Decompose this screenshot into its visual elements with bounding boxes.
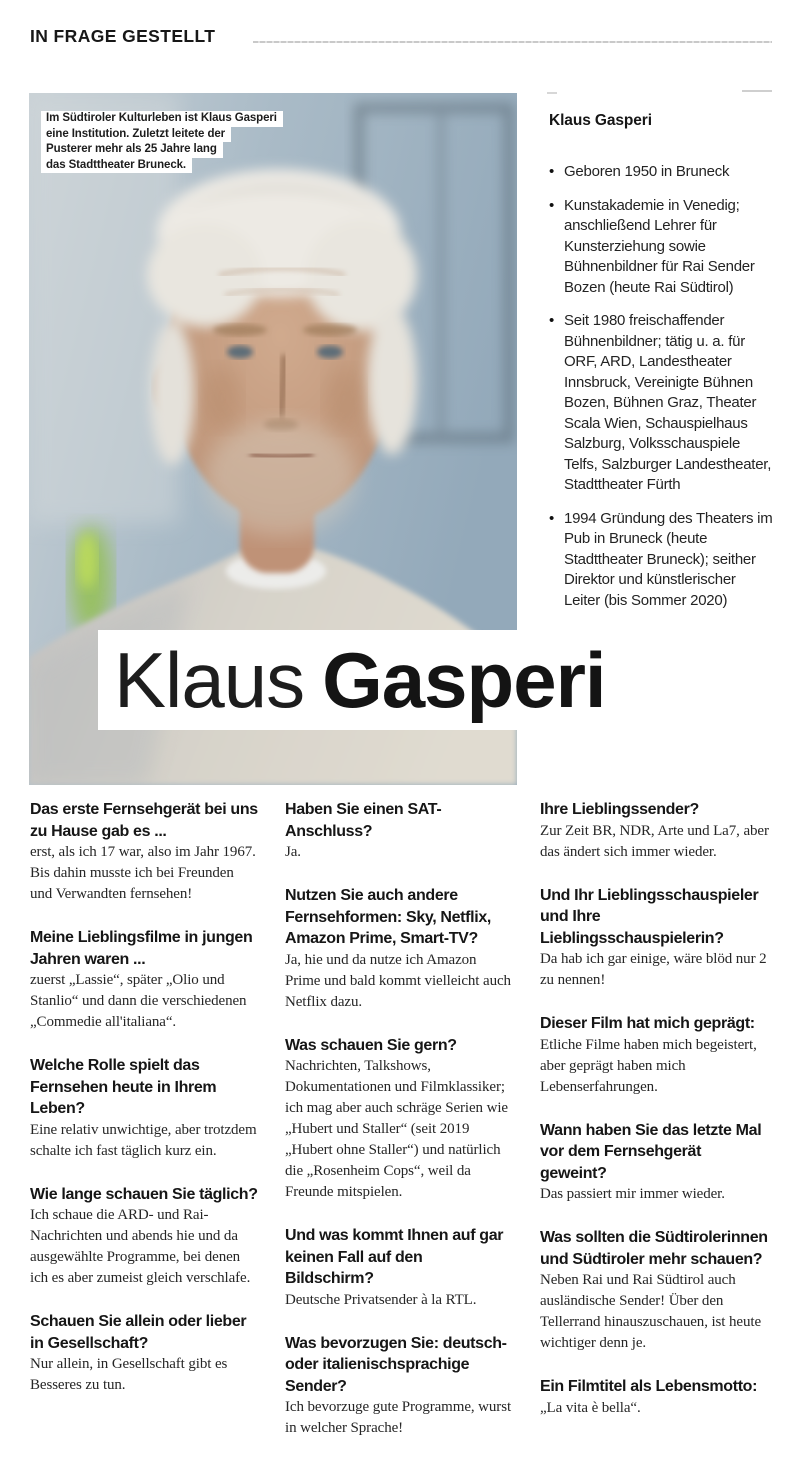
question: Wann haben Sie das letzte Mal vor dem Fernsehgerät geweint? <box>540 1121 762 1182</box>
qa-column-1 <box>30 799 259 1461</box>
infobox <box>549 112 773 624</box>
question: Ein Filmtitel als Lebensmotto: <box>540 1378 758 1395</box>
question: Was bevorzugen Sie: deutsch- oder italienischsprachige Sender? <box>285 1334 507 1395</box>
answer: Ich bevorzuge gute Programme, wurst in welcher Sprache! <box>285 1399 512 1436</box>
question: Und was kommt Ihnen auf gar keinen Fall auf den Bildschirm? <box>285 1227 504 1287</box>
answer: Deutsche Privatsender à la RTL. <box>285 1291 477 1308</box>
qa-block <box>285 885 514 1013</box>
eye-right <box>317 346 343 359</box>
infobox-item-text: 1994 Gründung des Theaters im Pub in Bruneck (heute Stadttheater Bruneck); seither Direktor und künstlerischer Leiter (bis Sommer 2020) <box>564 509 773 609</box>
question: Schauen Sie allein oder lieber in Gesellschaft? <box>30 1313 247 1352</box>
qa-block <box>30 1311 259 1396</box>
question: Wie lange schauen Sie täglich? <box>30 1185 258 1203</box>
scan-artifact-line <box>742 90 772 92</box>
infobox-item <box>549 196 773 299</box>
brow-right <box>303 324 357 336</box>
question: Und Ihr Lieblingsschauspieler und Ihre Lieblingsschauspielerin? <box>540 886 759 947</box>
answer: Ich schaue die ARD- und Rai-Nachrichten und abends hie und da ausgewählte Programme, bei denen ich es aber zumeist gleich verschlafe. <box>30 1207 251 1286</box>
scan-artifact-line <box>547 92 557 94</box>
answer: Neben Rai und Rai Südtirol auch ausländische Sender! Über den Tellerrand hinauszuschauen, ist heute wichtiger denn je. <box>540 1272 762 1351</box>
nose <box>280 355 285 417</box>
qa-block <box>540 885 769 992</box>
kicker-rule <box>253 41 772 43</box>
qa-grid <box>30 799 769 1461</box>
qa-block <box>30 927 259 1033</box>
infobox-item <box>549 509 773 612</box>
infobox-title: Klaus Gasperi <box>549 112 652 129</box>
answer: Etliche Filme haben mich begeistert, aber geprägt haben mich Lebenserfahrungen. <box>540 1036 757 1095</box>
bullet-icon: • <box>549 312 555 329</box>
question: Welche Rolle spielt das Fernsehen heute in Ihrem Leben? <box>30 1057 217 1117</box>
caption-line: Im Südtiroler Kulturleben ist Klaus Gasperi <box>41 111 283 127</box>
brow-left <box>213 324 267 336</box>
infobox-item-text: Geboren 1950 in Bruneck <box>564 163 730 180</box>
caption-line: eine Institution. Zuletzt leitete der <box>41 127 231 143</box>
question: Was sollten die Südtirolerinnen und Südtiroler mehr schauen? <box>540 1229 768 1268</box>
answer: Das passiert mir immer wieder. <box>540 1186 725 1202</box>
bullet-icon: • <box>549 196 555 214</box>
qa-block <box>285 1035 514 1204</box>
caption-line: Pusterer mehr als 25 Jahre lang <box>41 142 223 158</box>
qa-column-2 <box>285 799 514 1461</box>
bullet-icon: • <box>549 509 555 527</box>
qa-block <box>30 1184 259 1290</box>
answer: Ja, hie und da nutze ich Amazon Prime und bald kommt vielleicht auch Netflix dazu. <box>285 951 511 1010</box>
qa-block <box>540 1013 769 1098</box>
answer: Eine relativ unwichtige, aber trotzdem schalte ich fast täglich kurz ein. <box>30 1121 257 1159</box>
infobox-list <box>549 162 773 611</box>
infobox-item <box>549 311 773 496</box>
article-title <box>98 630 632 730</box>
green-plant-highlight <box>77 533 97 589</box>
answer: Da hab ich gar einige, wäre blöd nur 2 zu nennen! <box>540 951 767 988</box>
qa-block <box>540 1227 769 1354</box>
qa-block <box>540 799 769 863</box>
question: Haben Sie einen SAT-Anschluss? <box>285 801 442 840</box>
answer: erst, als ich 17 war, also im Jahr 1967. Bis dahin musste ich bei Freunden und Verwandten fernsehen! <box>30 844 256 902</box>
qa-block <box>30 1055 259 1162</box>
qa-block <box>30 799 259 905</box>
bullet-icon: • <box>549 163 555 180</box>
qa-block <box>285 1333 514 1440</box>
qa-column-3 <box>540 799 769 1461</box>
caption-line: das Stadttheater Bruneck. <box>41 158 192 174</box>
photo-caption <box>41 111 283 173</box>
qa-block <box>540 1120 769 1206</box>
eye-left <box>227 346 253 359</box>
answer: Zur Zeit BR, NDR, Arte und La7, aber das ändert sich immer wieder. <box>540 822 769 860</box>
answer: Ja. <box>285 844 301 860</box>
infobox-item-text: Kunstakademie in Venedig; anschließend Lehrer für Kunsterziehung sowie Bühnenbildner für Rai Sender Bozen (heute Rai Südtirol) <box>564 196 755 296</box>
infobox-item <box>549 162 773 183</box>
infobox-item-text: Seit 1980 freischaffender Bühnenbildner; tätig u. a. für ORF, ARD, Landestheater Innsbruck, Vereinigte Bühnen Bozen, Bühnen Graz, Theater Scala Wien, Schauspielhaus Salzburg, Volksschauspiele Telfs, Salzburger Landestheater, Stadttheater Fürth <box>564 312 772 493</box>
title-first-name: Klaus <box>114 635 305 724</box>
answer: zuerst „Lassie“, später „Olio und Stanlio“ und dann die verschiedenen „Commedie all'italiana“. <box>30 972 247 1030</box>
question: Ihre Lieblingssender? <box>540 801 699 818</box>
title-last-name: Gasperi <box>322 635 606 724</box>
question: Das erste Fernsehgerät bei uns zu Hause gab es ... <box>30 801 258 840</box>
answer: „La vita è bella“. <box>540 1399 641 1416</box>
qa-block <box>540 1376 769 1419</box>
answer: Nachrichten, Talkshows, Dokumentationen und Filmklassiker; ich mag aber auch schräge Serien wie „Hubert und Staller“ (seit 2019 „Hubert ohne Staller“) und natürlich die „Rosenheim Cops“, weil da Freunde mitspielen. <box>285 1058 508 1200</box>
answer: Nur allein, in Gesellschaft gibt es Besseres zu tun. <box>30 1356 228 1393</box>
question: Dieser Film hat mich geprägt: <box>540 1015 755 1032</box>
question: Nutzen Sie auch andere Fernsehformen: Sky, Netflix, Amazon Prime, Smart-TV? <box>285 887 491 947</box>
question: Meine Lieblingsfilme in jungen Jahren waren ... <box>30 929 253 968</box>
stubble <box>205 420 357 536</box>
section-kicker: IN FRAGE GESTELLT <box>30 26 216 46</box>
qa-block <box>285 1225 514 1311</box>
qa-block <box>285 799 514 863</box>
question: Was schauen Sie gern? <box>285 1036 457 1054</box>
